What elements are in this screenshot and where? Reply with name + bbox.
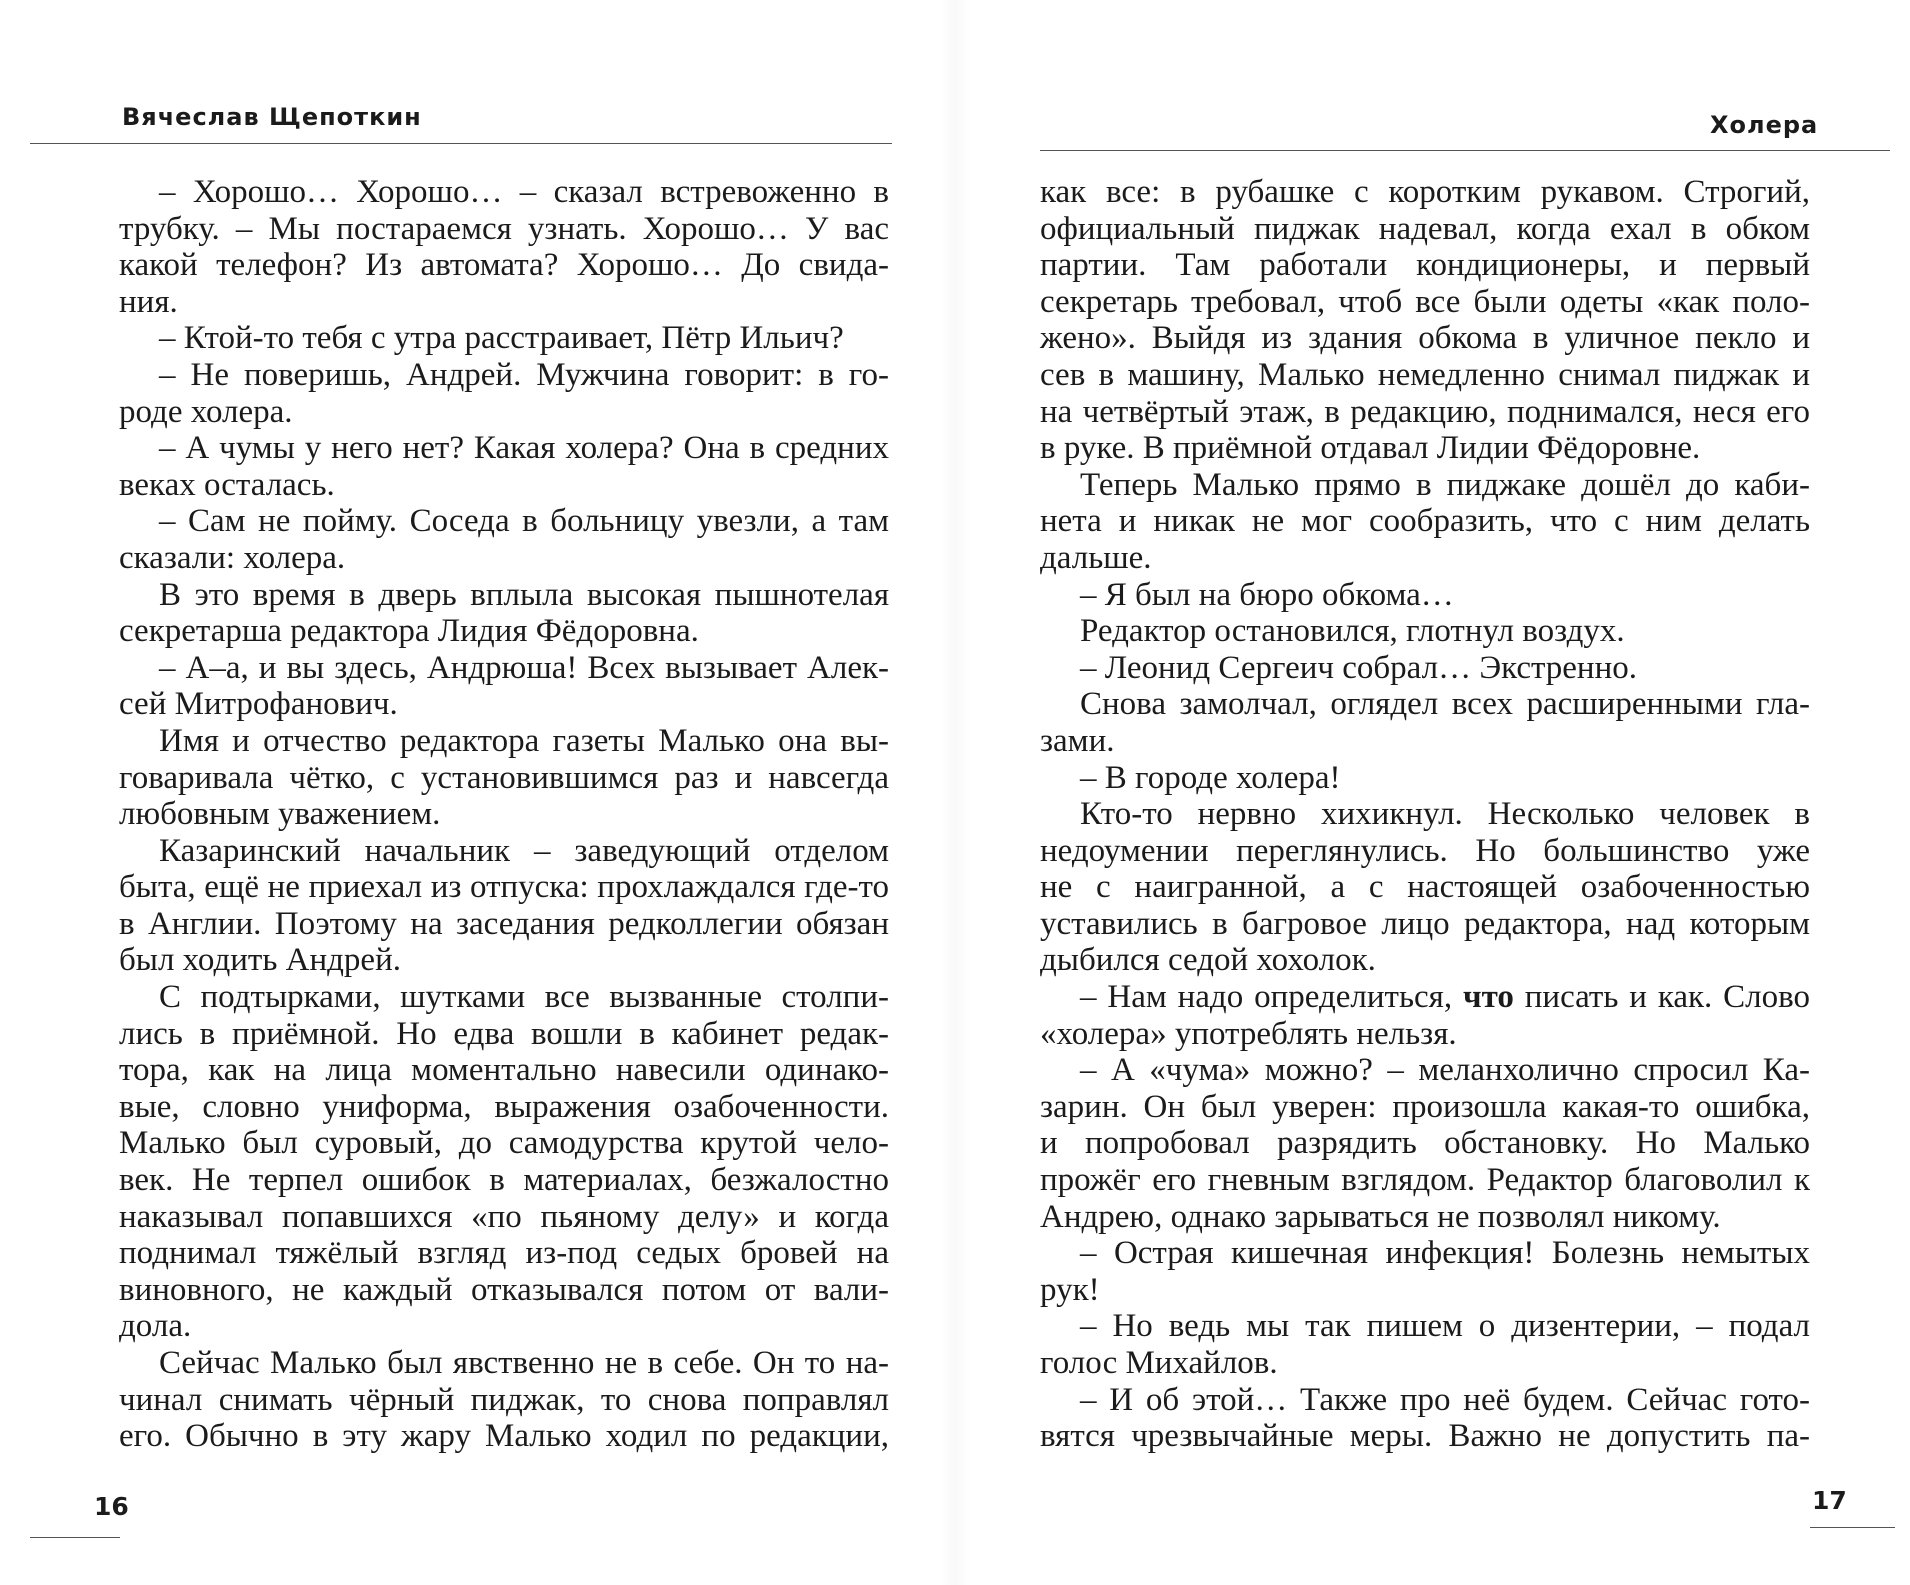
text-line: его. Обычно в эту жару Малько ходил по редакции, (119, 1418, 889, 1455)
text-line: век. Не терпел ошибок в материалах, безжалостно (119, 1162, 889, 1199)
text-line: дыбился седой хохолок. (1040, 942, 1376, 979)
text-line: Кто-то нервно хихикнул. Несколько человек в (1080, 796, 1810, 833)
text-line: Теперь Малько прямо в пиджаке дошёл до каби- (1080, 466, 1810, 503)
text-line: ния. (119, 283, 178, 320)
text-line: – И об этой… Также про неё будем. Сейчас гото- (1080, 1381, 1810, 1418)
text-line: партии. Там работали кондиционеры, и первый (1040, 247, 1810, 284)
text-line: – Не поверишь, Андрей. Мужчина говорит: в го- (159, 356, 889, 393)
text-line: какой телефон? Из автомата? Хорошо… До свида- (119, 247, 889, 284)
text-line: Сейчас Малько был явственно не в себе. Он то на- (159, 1345, 889, 1381)
text-line: зарин. Он был уверен: произошла какая-то ошибка, (1040, 1088, 1810, 1125)
text-line: Андрею, однако зарываться не позволял никому. (1040, 1198, 1721, 1235)
header-rule (1040, 150, 1890, 151)
running-head-title: Холера (1710, 111, 1819, 139)
text-line: – Сам не пойму. Соседа в больницу увезли, а там (159, 503, 889, 540)
text-line: любовным уважением. (119, 796, 441, 833)
text-line: и попробовал разрядить обстановку. Но Малько (1040, 1125, 1810, 1162)
text-line: вые, словно униформа, выражения озабоченности. (119, 1088, 889, 1125)
text-line: уставились в багровое лицо редактора, над которым (1040, 905, 1810, 942)
text-line: поднимал тяжёлый взгляд из-под седых бровей на (119, 1235, 889, 1272)
text-line: – В городе холера! (1080, 759, 1341, 796)
text-line: сказали: холера. (119, 539, 346, 576)
text-line: – Но ведь мы так пишем о дизентерии, – подал (1080, 1308, 1810, 1345)
text-line: – Хорошо… Хорошо… – сказал встревоженно в (159, 174, 889, 210)
text-line: официальный пиджак надевал, когда ехал в обком (1040, 210, 1810, 247)
text-line: Снова замолчал, оглядел всех расширенными гла- (1080, 686, 1810, 723)
text-line: сей Митрофанович. (119, 686, 398, 723)
text-line: жено». Выйдя из здания обкома в уличное пекло и (1040, 320, 1810, 357)
text-line: чинал снимать чёрный пиджак, то снова поправлял (119, 1381, 889, 1418)
text-line: быта, ещё не приехал из отпуска: прохлаждался где-то (119, 869, 889, 906)
text-line: Редактор остановился, глотнул воздух. (1080, 613, 1625, 650)
page-number: 16 (94, 1492, 129, 1521)
text-line: секретарь требовал, чтоб все были одеты «как поло- (1040, 283, 1810, 320)
body-text (119, 174, 889, 1455)
text-line: сев в машину, Малько немедленно снимал пиджак и (1040, 356, 1810, 393)
text-line: Малько был суровый, до самодурства крутой чело- (119, 1125, 889, 1162)
right-page (955, 0, 1910, 1585)
text-line: нета и никак не мог сообразить, что с ним делать (1040, 503, 1810, 540)
text-line: – Леонид Сергеич собрал… Экстренно. (1080, 649, 1638, 686)
text-line: Имя и отчество редактора газеты Малько она вы- (159, 722, 889, 759)
text-line: тора, как на лица моментально навесили одинако- (119, 1052, 889, 1089)
text-line: голос Михайлов. (1040, 1345, 1278, 1381)
text-line: на четвёртый этаж, в редакцию, поднимался, неся его (1040, 393, 1810, 430)
text-line: дальше. (1040, 539, 1152, 576)
body-text (1040, 174, 1810, 1455)
text-line: был ходить Андрей. (119, 942, 401, 979)
text-line: виновного, не каждый отказывался потом от вали- (119, 1271, 889, 1308)
footer-rule (30, 1537, 120, 1538)
text-line: рук! (1040, 1271, 1100, 1308)
text-line: не с наигранной, а с настоящей озабоченностью (1040, 869, 1810, 906)
text-line: – Острая кишечная инфекция! Болезнь немытых (1080, 1235, 1810, 1272)
text-line: В это время в дверь вплыла высокая пышнотелая (159, 576, 889, 613)
running-head-author: Вячеслав Щепоткин (122, 103, 422, 131)
text-line: – Я был на бюро обкома… (1080, 576, 1454, 613)
text-line: – Нам надо определиться, что писать и как. Слово (1080, 979, 1810, 1016)
text-line: секретарша редактора Лидия Фёдоровна. (119, 613, 699, 650)
header-rule (30, 143, 892, 144)
page-number: 17 (1812, 1486, 1847, 1515)
text-line: дола. (119, 1308, 192, 1345)
text-line: вятся чрезвычайные меры. Важно не допустить па- (1040, 1418, 1810, 1455)
text-line: говаривала чётко, с установившимся раз и навсегда (119, 759, 889, 796)
text-line: недоумении переглянулись. Но большинство уже (1040, 832, 1810, 869)
text-line: как все: в рубашке с коротким рукавом. Строгий, (1040, 174, 1810, 210)
text-line: – Ктой-то тебя с утра расстраивает, Пётр Ильич? (159, 320, 844, 357)
text-line: наказывал попавшихся «по пьяному делу» и когда (119, 1198, 889, 1235)
text-line: «холера» употреблять нельзя. (1040, 1015, 1457, 1052)
text-line: лись в приёмной. Но едва вошли в кабинет редак- (119, 1015, 889, 1052)
text-line: роде холера. (119, 393, 293, 430)
text-line: в Англии. Поэтому на заседания редколлегии обязан (119, 905, 889, 942)
text-line: в руке. В приёмной отдавал Лидии Фёдоровне. (1040, 430, 1701, 467)
footer-rule (1810, 1527, 1895, 1528)
text-line: зами. (1040, 722, 1115, 759)
text-line: – А «чума» можно? – меланхолично спросил Ка- (1080, 1052, 1810, 1089)
text-line: прожёг его гневным взглядом. Редактор благоволил к (1040, 1162, 1810, 1199)
text-line: – А чумы у него нет? Какая холера? Она в средних (159, 430, 889, 467)
text-line: трубку. – Мы постараемся узнать. Хорошо… У вас (119, 210, 889, 247)
text-line: – А–а, и вы здесь, Андрюша! Всех вызывает Алек- (159, 649, 889, 686)
text-line: С подтырками, шутками все вызванные столпи- (159, 979, 889, 1016)
text-line: Казаринский начальник – заведующий отделом (159, 832, 889, 869)
text-line: веках осталась. (119, 466, 335, 503)
